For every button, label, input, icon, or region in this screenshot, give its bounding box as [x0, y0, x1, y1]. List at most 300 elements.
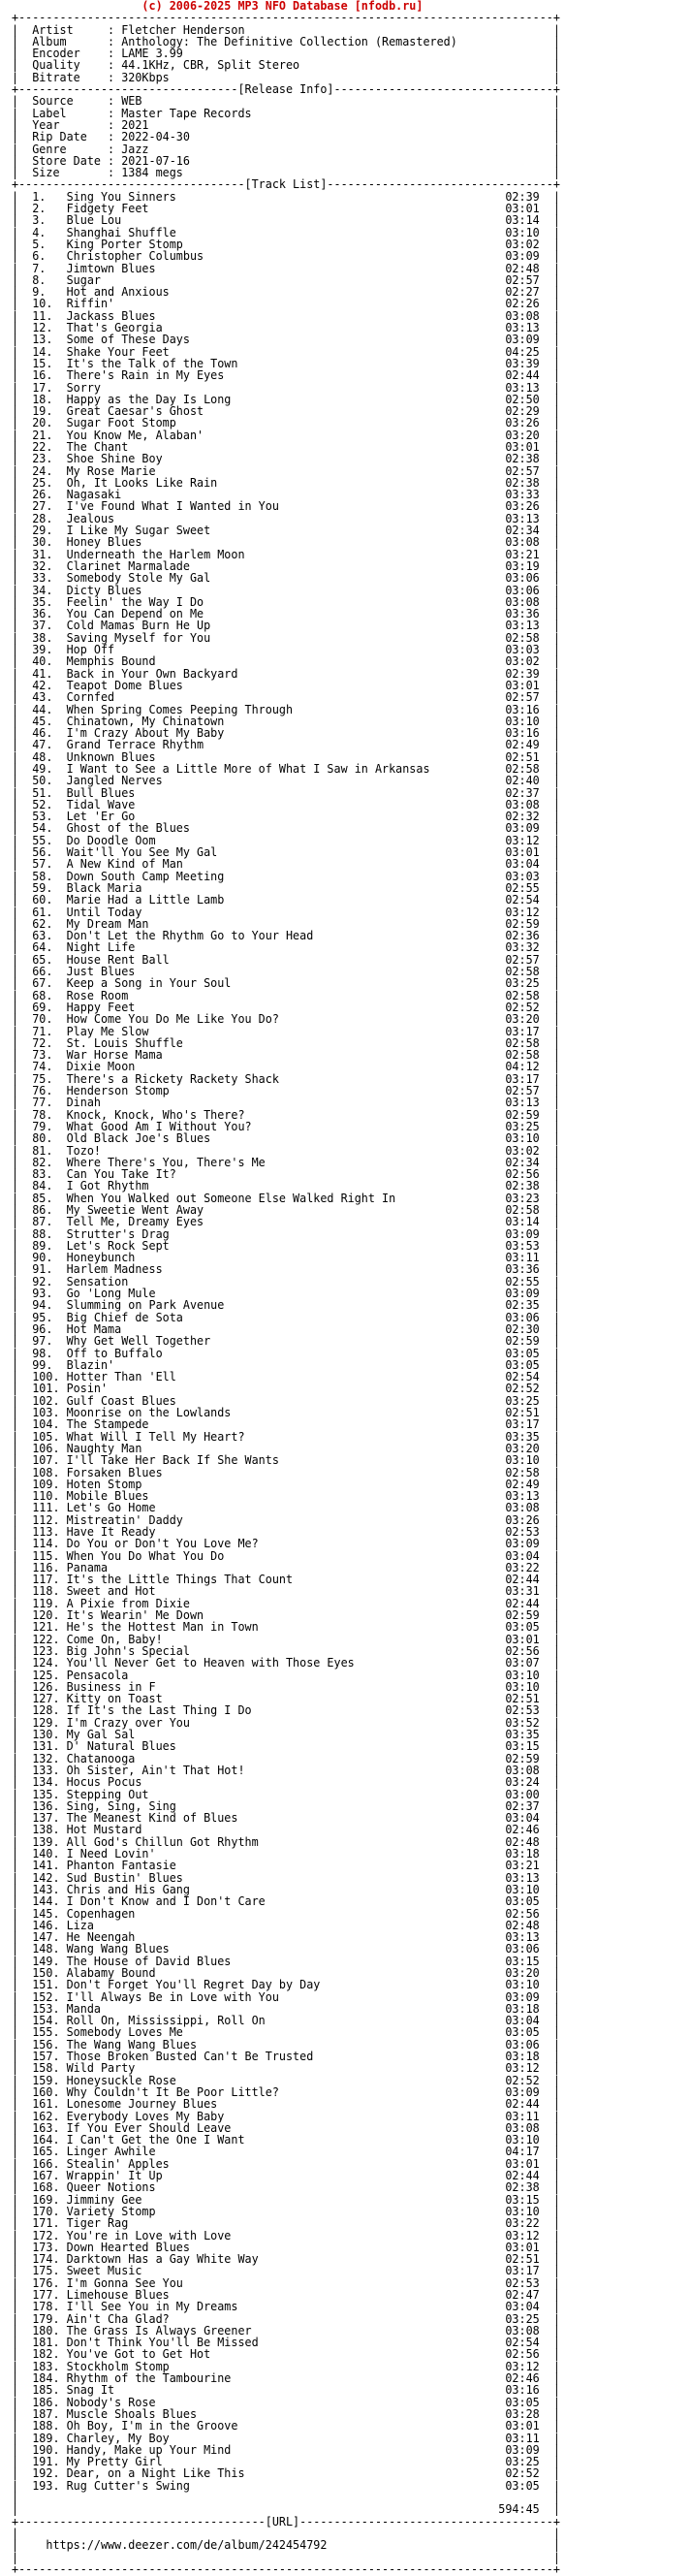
track-title: I'll Take Her Back If She Wants [66, 1452, 279, 1468]
track-duration: 03:13 [505, 1095, 540, 1110]
track-title: Tell Me, Dreamy Eyes [66, 1214, 204, 1229]
track-title: Harlem Madness [66, 1261, 163, 1277]
track-title: The Stampede [66, 1416, 149, 1432]
track-duration: 03:12 [505, 832, 540, 847]
track-title: Ain't Cha Glad? [66, 2310, 170, 2326]
track-row: | 120. It's Wearin' Me Down 02:59 | [12, 1607, 560, 1623]
track-row: | 89. Let's Rock Sept 03:53 | [12, 1237, 560, 1253]
track-duration: 03:01 [505, 2418, 540, 2433]
track-duration: 03:22 [505, 1559, 540, 1574]
track-duration: 02:34 [505, 1154, 540, 1169]
track-duration: 03:05 [505, 1345, 540, 1360]
track-row: | 172. You're in Love with Love 03:12 | [12, 2227, 560, 2242]
track-duration: 03:10 [505, 1130, 540, 1146]
track-duration: 03:25 [505, 2310, 540, 2326]
track-row: | 136. Sing, Sing, Sing 02:37 | [12, 1797, 560, 1813]
track-title: Gulf Coast Blues [66, 1392, 176, 1408]
track-duration: 03:01 [505, 844, 540, 860]
track-row: | 73. War Horse Mama 02:58 | [12, 1047, 560, 1063]
track-duration: 03:05 [505, 1619, 540, 1635]
track-duration: 03:28 [505, 2405, 540, 2421]
track-duration: 02:52 [505, 2465, 540, 2481]
track-duration: 04:25 [505, 343, 540, 359]
track-title: Henderson Stomp [66, 1083, 170, 1098]
nfo-field-store_date: | Store Date : 2021-07-16 | [12, 152, 560, 168]
track-row: | 167. Wrappin' It Up 02:44 | [12, 2168, 560, 2183]
track-title: Chinatown, My Chinatown [66, 713, 225, 728]
nfo-field-source: | Source : WEB | [12, 93, 560, 109]
track-title: The Chant [66, 438, 129, 454]
track-duration: 03:31 [505, 1583, 540, 1599]
track-row: | 117. It's the Little Things That Count 02:44 | [12, 1572, 560, 1587]
track-duration: 03:09 [505, 1536, 540, 1551]
track-row: | 50. Jangled Nerves 02:40 | [12, 773, 560, 788]
track-title: Strutter's Drag [66, 1225, 170, 1241]
track-row: | 162. Everybody Loves My Baby 03:11 | [12, 2108, 560, 2123]
nfo-field-artist: | Artist : Fletcher Henderson | [12, 21, 560, 37]
track-row: | 43. Cornfed 02:57 | [12, 689, 560, 705]
track-title: Fidgety Feet [66, 201, 149, 216]
track-row: | 94. Slumming on Park Avenue 02:35 | [12, 1297, 560, 1313]
track-row: | 82. Where There's You, There's Me 02:34 | [12, 1154, 560, 1169]
nfo-spacer: | | [12, 2525, 560, 2540]
track-row: | 27. I've Found What I Wanted in You 03:26 | [12, 498, 560, 514]
track-duration: 02:53 [505, 1524, 540, 1539]
track-row: | 7. Jimtown Blues 02:48 | [12, 260, 560, 275]
track-title: Some of These Days [66, 332, 190, 347]
track-duration: 02:49 [505, 1476, 540, 1491]
track-row: | 52. Tidal Wave 03:08 | [12, 796, 560, 811]
track-row: | 64. Night Life 03:32 | [12, 939, 560, 955]
track-title: If You Ever Should Leave [66, 2119, 232, 2135]
track-title: Keep a Song in Your Soul [66, 975, 232, 991]
track-row: | 78. Knock, Knock, Who's There? 02:59 | [12, 1106, 560, 1122]
track-title: Stockholm Stomp [66, 2358, 170, 2373]
track-duration: 03:13 [505, 510, 540, 525]
track-title: Underneath the Harlem Moon [66, 546, 245, 561]
track-duration: 02:44 [505, 2096, 540, 2112]
track-duration: 03:17 [505, 2263, 540, 2278]
track-duration: 02:39 [505, 188, 540, 204]
track-duration: 02:44 [505, 2168, 540, 2183]
track-duration: 02:27 [505, 284, 540, 300]
track-duration: 02:26 [505, 296, 540, 311]
track-title: Unknown Blues [66, 748, 156, 764]
track-title: Memphis Bound [66, 653, 156, 669]
track-duration: 03:09 [505, 1225, 540, 1241]
track-row: | 102. Gulf Coast Blues 03:25 | [12, 1392, 560, 1408]
track-duration: 02:54 [505, 892, 540, 907]
track-duration: 03:13 [505, 1488, 540, 1504]
quality-value: 44.1KHz, CBR, Split Stereo [121, 57, 300, 73]
track-duration: 03:05 [505, 1893, 540, 1909]
track-title: Sud Bustin' Blues [66, 1869, 183, 1885]
track-duration: 03:26 [505, 498, 540, 514]
track-row: | 108. Forsaken Blues 02:58 | [12, 1464, 560, 1479]
track-duration: 02:57 [505, 689, 540, 705]
track-row: | 156. The Wang Wang Blues 03:06 | [12, 2036, 560, 2051]
track-row: | 144. I Don't Know and I Don't Care 03:05 | [12, 1893, 560, 1909]
track-title: Manda [66, 2000, 101, 2016]
track-row: | 123. Big John's Special 02:56 | [12, 1642, 560, 1658]
track-title: Do You or Don't You Love Me? [66, 1536, 259, 1551]
track-title: Sugar [66, 271, 101, 287]
track-title: You Can Depend on Me [66, 606, 204, 621]
track-duration: 03:25 [505, 1392, 540, 1408]
track-title: I Need Lovin' [66, 1846, 156, 1861]
track-title: If It's the Last Thing I Do [66, 1702, 252, 1718]
track-row: | 116. Panama 03:22 | [12, 1559, 560, 1574]
track-row: | 130. My Gal Sal 03:35 | [12, 1727, 560, 1742]
nfo-text [12, 0, 620, 2575]
track-row: | 179. Ain't Cha Glad? 03:25 | [12, 2310, 560, 2326]
track-duration: 02:57 [505, 951, 540, 967]
track-duration: 03:18 [505, 1846, 540, 1861]
track-row: | 187. Muscle Shoals Blues 03:28 | [12, 2405, 560, 2421]
track-row: | 9. Hot and Anxious 02:27 | [12, 284, 560, 300]
nfo-border: +------------------------------------------------------------------------------+ [12, 10, 560, 25]
track-title: My Pretty Girl [66, 2454, 163, 2469]
nfo-field-bitrate: | Bitrate : 320Kbps | [12, 69, 560, 84]
track-duration: 02:58 [505, 1201, 540, 1217]
track-duration: 03:09 [505, 2083, 540, 2099]
track-title: Sing You Sinners [66, 188, 176, 204]
track-duration: 02:51 [505, 1691, 540, 1706]
track-row: | 30. Honey Blues 03:08 | [12, 534, 560, 550]
track-duration: 03:10 [505, 713, 540, 728]
track-title: Sweet Music [66, 2263, 142, 2278]
track-row: | 160. Why Couldn't It Be Poor Little? 03:09 | [12, 2083, 560, 2099]
track-title: Wang Wang Blues [66, 1941, 170, 1956]
track-title: Handy, Make up Your Mind [66, 2441, 232, 2457]
track-duration: 03:02 [505, 236, 540, 251]
track-duration: 02:51 [505, 748, 540, 764]
track-row: | 38. Saving Myself for You 02:58 | [12, 629, 560, 645]
track-row: | 110. Mobile Blues 03:13 | [12, 1488, 560, 1504]
track-row: | 122. Come On, Baby! 03:01 | [12, 1631, 560, 1646]
track-row: | 95. Big Chief de Sota 03:06 | [12, 1309, 560, 1324]
track-title: Can You Take It? [66, 1166, 176, 1182]
track-title: Don't Think You'll Be Missed [66, 2335, 259, 2350]
track-duration: 02:59 [505, 1333, 540, 1349]
track-duration: 02:38 [505, 451, 540, 466]
track-title: Hocus Pocus [66, 1774, 142, 1790]
track-duration: 02:59 [505, 1607, 540, 1623]
track-duration: 02:51 [505, 2251, 540, 2267]
track-title: Clarinet Marmalade [66, 557, 190, 573]
track-title: Stealin' Apples [66, 2155, 170, 2171]
track-row: | 87. Tell Me, Dreamy Eyes 03:14 | [12, 1214, 560, 1229]
track-title: Nagasaki [66, 487, 122, 502]
genre-value: Jazz [121, 141, 149, 156]
track-title: Blue Lou [66, 212, 122, 228]
track-row: | 157. Those Broken Busted Can't Be Trusted 03:18 | [12, 2049, 560, 2064]
track-title: Hot Mama [66, 1320, 122, 1336]
total-duration: 594:45 [498, 2501, 540, 2517]
track-row: | 54. Ghost of the Blues 03:09 | [12, 820, 560, 836]
track-title: Phanton Fantasie [66, 1858, 176, 1873]
track-row: | 170. Variety Stomp 03:10 | [12, 2203, 560, 2218]
track-duration: 03:00 [505, 1786, 540, 1801]
track-title: When You Do What You Do [66, 1547, 225, 1563]
track-row: | 146. Liza 02:48 | [12, 1917, 560, 1932]
track-duration: 03:06 [505, 1309, 540, 1324]
track-duration: 03:10 [505, 1452, 540, 1468]
track-title: Off to Buffalo [66, 1345, 163, 1360]
track-row: | 169. Jimminy Gee 03:15 | [12, 2191, 560, 2207]
track-row: | 159. Honeysuckle Rose 02:52 | [12, 2072, 560, 2087]
track-row: | 189. Charley, My Boy 03:11 | [12, 2430, 560, 2445]
track-title: Liza [66, 1917, 94, 1932]
track-title: Don't Forget You'll Regret Day by Day [66, 1977, 321, 1992]
track-title: Kitty on Toast [66, 1691, 163, 1706]
track-duration: 02:32 [505, 809, 540, 824]
track-row: | 140. I Need Lovin' 03:18 | [12, 1846, 560, 1861]
track-duration: 03:36 [505, 1261, 540, 1277]
track-duration: 03:03 [505, 868, 540, 883]
track-title: Hoten Stomp [66, 1476, 142, 1491]
size-value: 1384 megs [121, 165, 183, 180]
track-duration: 03:08 [505, 796, 540, 811]
track-duration: 03:06 [505, 582, 540, 597]
track-duration: 03:08 [505, 534, 540, 550]
track-duration: 02:58 [505, 1034, 540, 1050]
track-row: | 47. Grand Terrace Rhythm 02:49 | [12, 737, 560, 752]
track-duration: 03:08 [505, 2322, 540, 2337]
track-duration: 03:04 [505, 1547, 540, 1563]
track-duration: 03:05 [505, 2024, 540, 2040]
track-title: Somebody Stole My Gal [66, 570, 211, 586]
track-title: Dinah [66, 1095, 101, 1110]
track-title: He's the Hottest Man in Town [66, 1619, 259, 1635]
track-row: | 63. Don't Let the Rhythm Go to Your Head 02:36 | [12, 928, 560, 943]
track-title: Hotter Than 'Ell [66, 1369, 176, 1384]
track-duration: 04:17 [505, 2144, 540, 2159]
track-title: Rug Cutter's Swing [66, 2477, 190, 2493]
section-track-list-title: [Track List] [244, 176, 328, 192]
track-title: Alabamy Bound [66, 1964, 156, 1980]
track-duration: 03:06 [505, 570, 540, 586]
track-title: Hot and Anxious [66, 284, 170, 300]
track-title: Nobody's Rose [66, 2394, 156, 2409]
track-row: | 193. Rug Cutter's Swing 03:05 | [12, 2477, 560, 2493]
artist-value: Fletcher Henderson [121, 21, 245, 37]
track-row: | 104. The Stampede 03:17 | [12, 1416, 560, 1432]
track-row: | 180. The Grass Is Always Greener 03:08 | [12, 2322, 560, 2337]
track-row: | 5. King Porter Stomp 03:02 | [12, 236, 560, 251]
track-title: Marie Had a Little Lamb [66, 892, 225, 907]
track-title: Let's Rock Sept [66, 1237, 170, 1253]
track-row: | 142. Sud Bustin' Blues 03:13 | [12, 1869, 560, 1885]
track-title: Panama [66, 1559, 109, 1574]
track-title: Sugar Foot Stomp [66, 415, 176, 430]
track-row: | 111. Let's Go Home 03:08 | [12, 1500, 560, 1515]
track-duration: 03:05 [505, 1356, 540, 1372]
track-row: | 103. Moonrise on the Lowlands 02:51 | [12, 1405, 560, 1420]
track-row: | 105. What Will I Tell My Heart? 03:35 | [12, 1428, 560, 1444]
track-row: | 81. Tozo! 03:02 | [12, 1142, 560, 1158]
track-title: Snag It [66, 2382, 115, 2398]
track-duration: 03:01 [505, 1631, 540, 1646]
track-row: | 139. All God's Chillun Got Rhythm 02:48 | [12, 1833, 560, 1849]
track-duration: 02:58 [505, 1047, 540, 1063]
track-title: Grand Terrace Rhythm [66, 737, 204, 752]
track-title: Jimtown Blues [66, 260, 156, 275]
track-row: | 84. I Got Rhythm 02:38 | [12, 1178, 560, 1193]
rip-date-value: 2022-04-30 [121, 129, 190, 144]
track-row: | 60. Marie Had a Little Lamb 02:54 | [12, 892, 560, 907]
track-row: | 18. Happy as the Day Is Long 02:50 | [12, 391, 560, 406]
track-duration: 02:58 [505, 987, 540, 1002]
track-row: | 1. Sing You Sinners 02:39 | [12, 188, 560, 204]
track-duration: 02:29 [505, 403, 540, 419]
track-row: | 100. Hotter Than 'Ell 02:54 | [12, 1369, 560, 1384]
track-title: Forsaken Blues [66, 1464, 163, 1479]
track-row: | 39. Hop Off 03:03 | [12, 642, 560, 657]
track-title: Hop Off [66, 642, 115, 657]
track-title: Back in Your Own Backyard [66, 665, 238, 681]
track-duration: 03:26 [505, 415, 540, 430]
track-duration: 03:15 [505, 1953, 540, 1968]
track-title: My Rose Marie [66, 462, 156, 478]
track-duration: 03:33 [505, 487, 540, 502]
track-title: Rhythm of the Tambourine [66, 2370, 232, 2386]
track-row: | 44. When Spring Comes Peeping Through 03:16 | [12, 701, 560, 716]
track-duration: 03:17 [505, 1416, 540, 1432]
url-row: | https://www.deezer.com/de/album/242454792 | [12, 2537, 560, 2553]
track-title: Sweet and Hot [66, 1583, 156, 1599]
track-row: | 185. Snag It 03:16 | [12, 2382, 560, 2398]
track-row: | 25. Oh, It Looks Like Rain 02:38 | [12, 474, 560, 490]
track-title: Wild Party [66, 2060, 136, 2076]
track-row: | 3. Blue Lou 03:14 | [12, 212, 560, 228]
track-duration: 03:01 [505, 2239, 540, 2254]
track-duration: 03:05 [505, 2394, 540, 2409]
track-row: | 134. Hocus Pocus 03:24 | [12, 1774, 560, 1790]
track-duration: 02:46 [505, 1822, 540, 1837]
track-duration: 03:15 [505, 2191, 540, 2207]
track-duration: 02:57 [505, 1083, 540, 1098]
track-row: | 163. If You Ever Should Leave 03:08 | [12, 2119, 560, 2135]
track-row: | 143. Chris and His Gang 03:10 | [12, 1881, 560, 1896]
track-row: | 125. Pensacola 03:10 | [12, 1667, 560, 1682]
track-row: | 20. Sugar Foot Stomp 03:26 | [12, 415, 560, 430]
track-title: Dixie Moon [66, 1059, 136, 1074]
track-duration: 02:56 [505, 1166, 540, 1182]
nfo-spacer: | | [12, 2549, 560, 2564]
track-title: Honey Blues [66, 534, 142, 550]
track-title: Riffin' [66, 296, 115, 311]
track-title: My Sweetie Went Away [66, 1201, 204, 1217]
track-row: | 115. When You Do What You Do 03:04 | [12, 1547, 560, 1563]
track-duration: 03:10 [505, 1678, 540, 1694]
track-duration: 02:37 [505, 1797, 540, 1813]
track-row: | 61. Until Today 03:12 | [12, 904, 560, 919]
track-duration: 03:09 [505, 248, 540, 264]
track-title: Chris and His Gang [66, 1881, 190, 1896]
track-duration: 03:09 [505, 332, 540, 347]
track-duration: 02:48 [505, 1833, 540, 1849]
track-title: It's the Little Things That Count [66, 1572, 294, 1587]
track-title: That's Georgia [66, 320, 163, 335]
track-title: I'll See You in My Dreams [66, 2299, 238, 2314]
track-title: Dicty Blues [66, 582, 142, 597]
track-row: | 186. Nobody's Rose 03:05 | [12, 2394, 560, 2409]
track-title: Sorry [66, 379, 101, 395]
track-duration: 03:32 [505, 939, 540, 955]
track-duration: 02:52 [505, 2072, 540, 2087]
track-duration: 03:13 [505, 1929, 540, 1945]
track-title: The Wang Wang Blues [66, 2036, 198, 2051]
track-row: | 36. You Can Depend on Me 03:36 | [12, 606, 560, 621]
track-title: Jackass Blues [66, 307, 156, 323]
track-duration: 03:10 [505, 2203, 540, 2218]
track-title: I Like My Sugar Sweet [66, 523, 211, 538]
track-title: Oh, It Looks Like Rain [66, 474, 218, 490]
track-row: | 79. What Good Am I Without You? 03:25 | [12, 1118, 560, 1133]
track-title: Business in F [66, 1678, 156, 1694]
track-row: | 22. The Chant 03:01 | [12, 438, 560, 454]
track-row: | 85. When You Walked out Someone Else Walked Right In 03:23 | [12, 1190, 560, 1205]
track-row: | 161. Lonesome Journey Blues 02:44 | [12, 2096, 560, 2112]
track-duration: 02:38 [505, 1178, 540, 1193]
track-title: Posin' [66, 1381, 109, 1396]
track-row: | 65. House Rent Ball 02:57 | [12, 951, 560, 967]
track-title: You've Got to Get Hot [66, 2346, 211, 2362]
track-title: All God's Chillun Got Rhythm [66, 1833, 259, 1849]
track-title: Let 'Er Go [66, 809, 136, 824]
track-row: | 148. Wang Wang Blues 03:06 | [12, 1941, 560, 1956]
track-row: | 62. My Dream Man 02:59 | [12, 915, 560, 931]
track-title: Mistreatin' Daddy [66, 1511, 183, 1527]
track-title: Cold Mamas Burn He Up [66, 618, 211, 633]
track-row: | 138. Hot Mustard 02:46 | [12, 1822, 560, 1837]
track-row: | 59. Black Maria 02:55 | [12, 879, 560, 895]
track-duration: 03:14 [505, 212, 540, 228]
track-row: | 119. A Pixie from Dixie 02:44 | [12, 1595, 560, 1610]
track-title: It's Wearin' Me Down [66, 1607, 204, 1623]
track-duration: 03:13 [505, 320, 540, 335]
track-row: | 129. I'm Crazy over You 03:52 | [12, 1714, 560, 1730]
track-duration: 03:18 [505, 2000, 540, 2016]
track-row: | 21. You Know Me, Alaban' 03:20 | [12, 427, 560, 442]
track-title: Jimminy Gee [66, 2191, 142, 2207]
track-duration: 03:20 [505, 1011, 540, 1027]
track-row: | 178. I'll See You in My Dreams 03:04 | [12, 2299, 560, 2314]
track-duration: 03:17 [505, 1023, 540, 1038]
track-row: | 166. Stealin' Apples 03:01 | [12, 2155, 560, 2171]
track-title: Copenhagen [66, 1905, 136, 1921]
store-date-value: 2021-07-16 [121, 152, 190, 168]
track-row: | 35. Feelin' the Way I Do 03:08 | [12, 593, 560, 609]
track-title: Feelin' the Way I Do [66, 593, 204, 609]
track-duration: 02:50 [505, 391, 540, 406]
track-row: | 90. Honeybunch 03:11 | [12, 1250, 560, 1265]
track-title: Let's Go Home [66, 1500, 156, 1515]
track-duration: 02:58 [505, 761, 540, 776]
track-title: I'll Always Be in Love with You [66, 1988, 279, 2004]
track-row: | 152. I'll Always Be in Love with You 03:09 | [12, 1988, 560, 2004]
track-row: | 113. Have It Ready 02:53 | [12, 1524, 560, 1539]
track-row: | 37. Cold Mamas Burn He Up 03:13 | [12, 618, 560, 633]
track-duration: 03:10 [505, 1881, 540, 1896]
track-duration: 03:09 [505, 820, 540, 836]
track-row: | 98. Off to Buffalo 03:05 | [12, 1345, 560, 1360]
bitrate-value: 320Kbps [121, 69, 170, 84]
track-row: | 99. Blazin' 03:05 | [12, 1356, 560, 1372]
track-row: | 8. Sugar 02:57 | [12, 271, 560, 287]
track-title: My Dream Man [66, 915, 149, 931]
